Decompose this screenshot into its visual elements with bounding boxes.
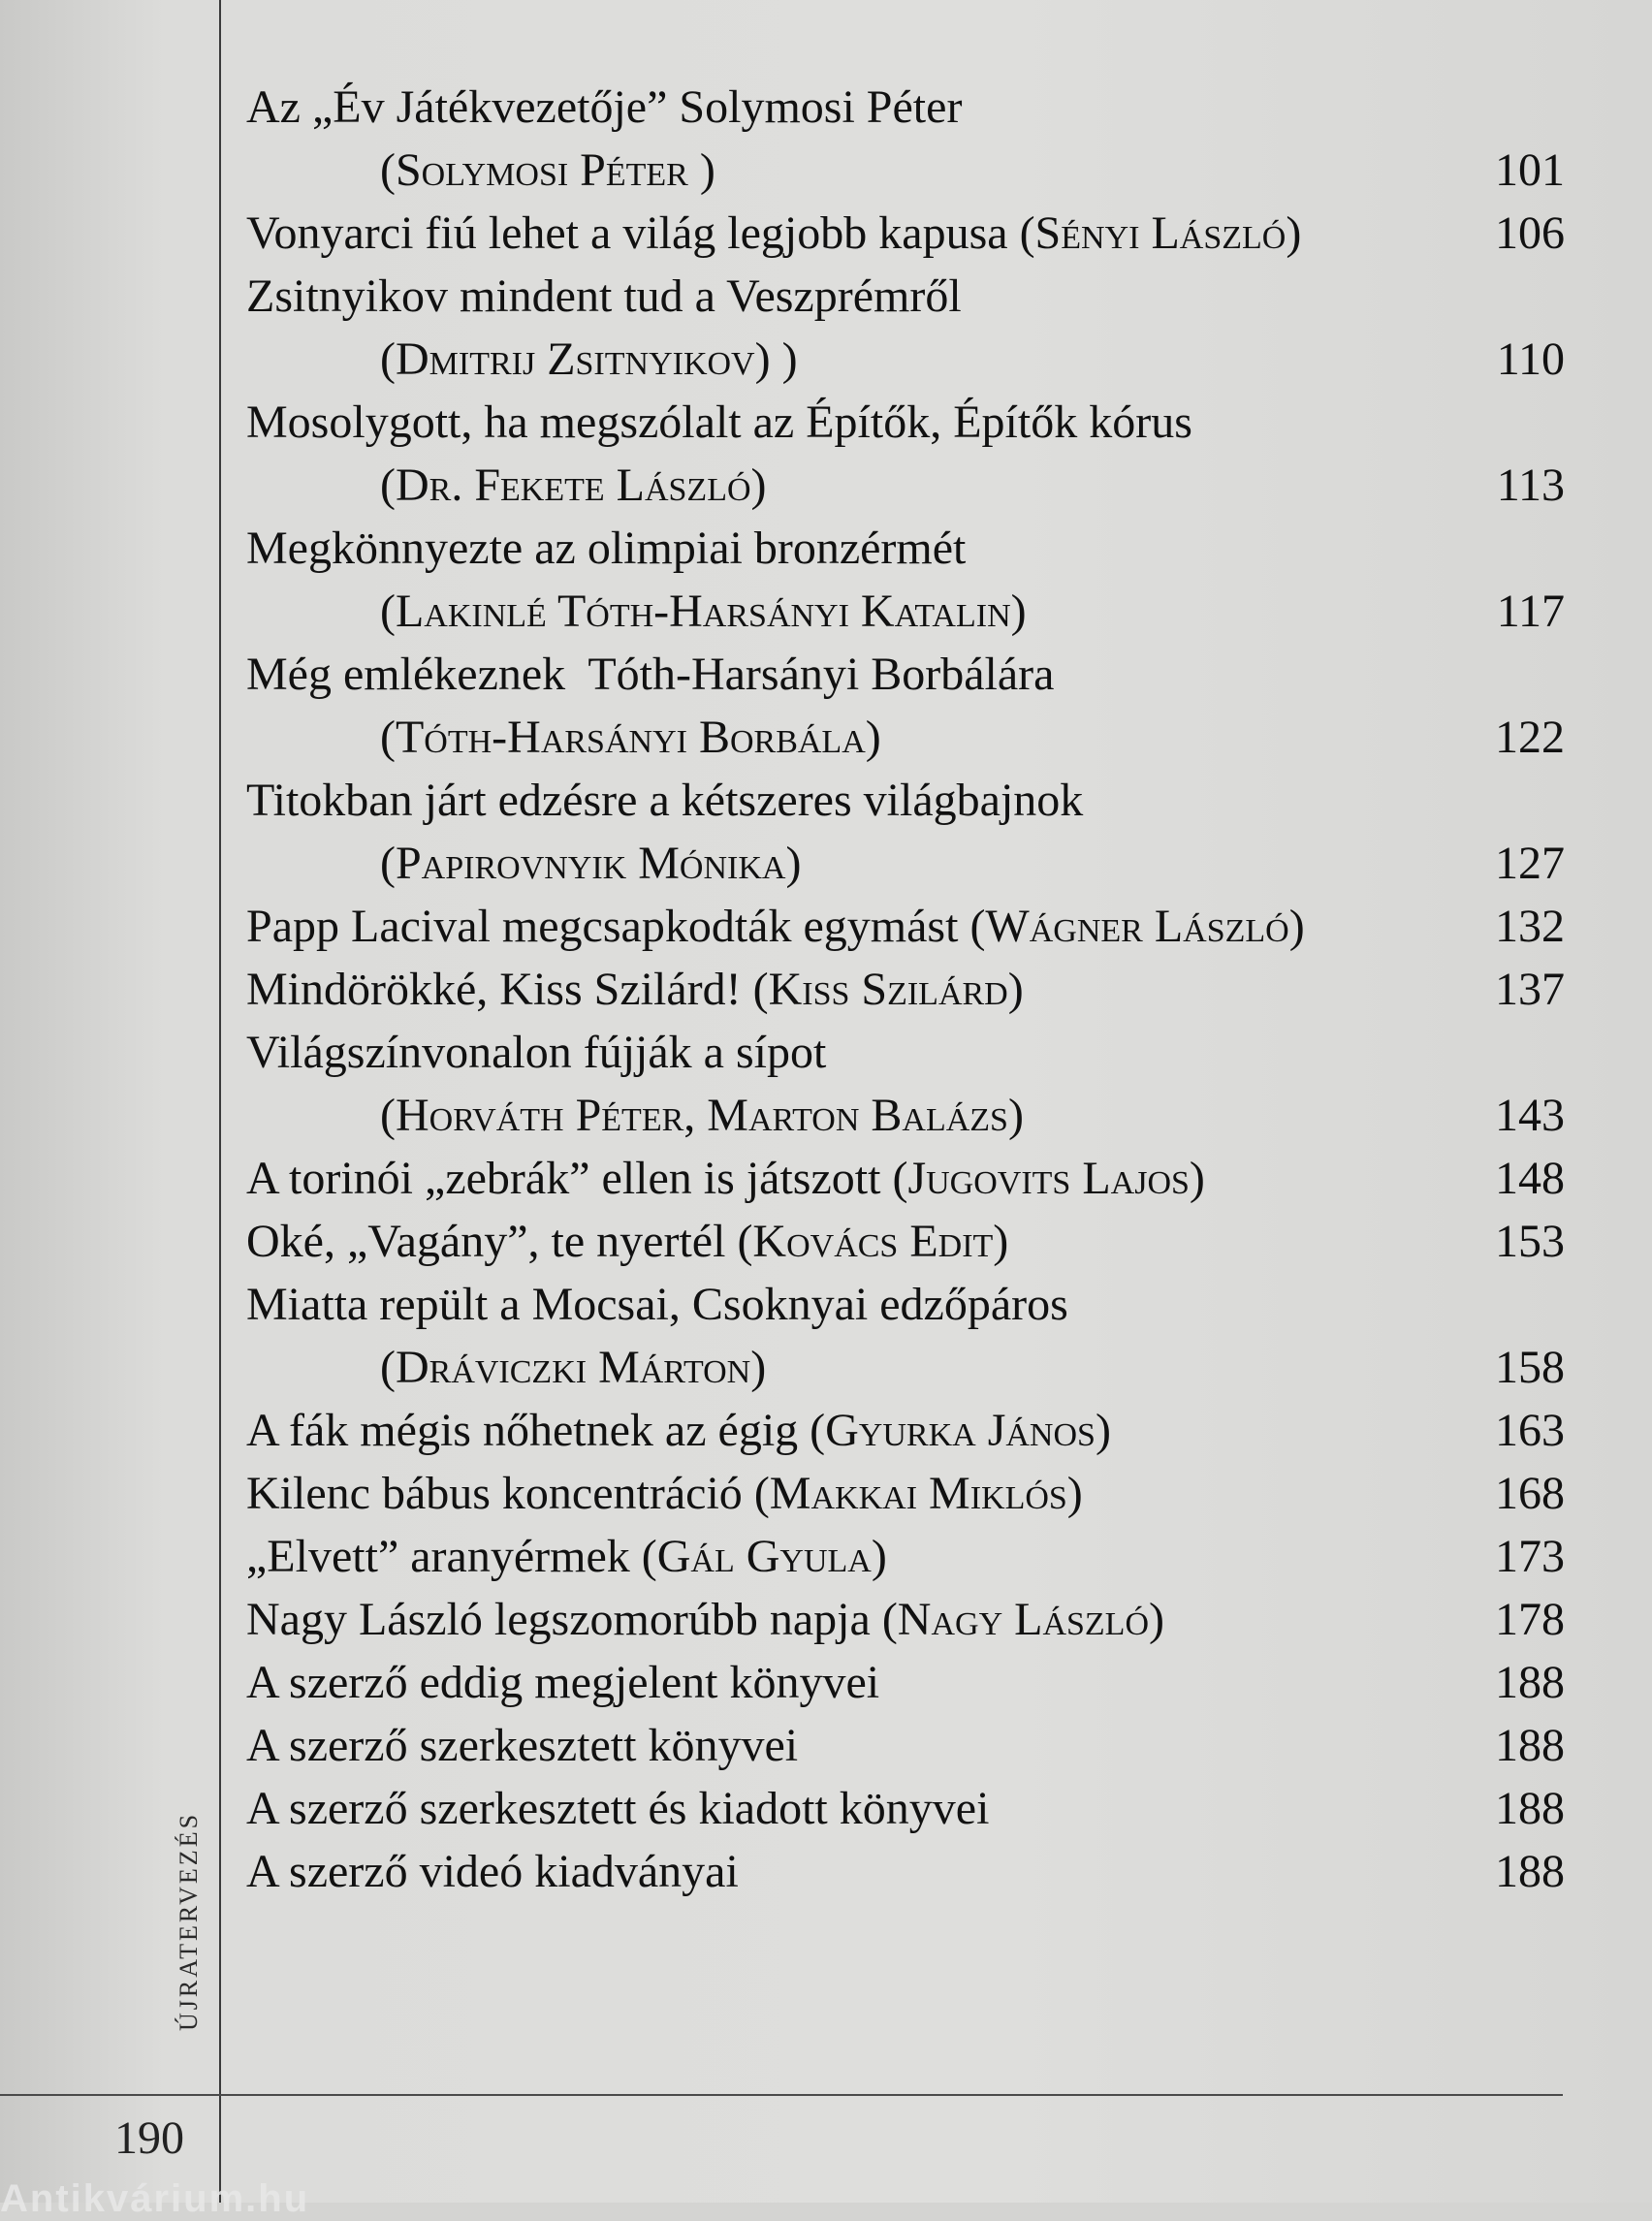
toc-entry-title: Kilenc bábus koncentráció <box>246 1468 743 1519</box>
toc-entry-title: Az „Év Játékvezetője” Solymosi Péter <box>246 81 963 133</box>
toc-entry-author: (Dr. Fekete László) <box>380 460 767 511</box>
toc-entry <box>246 1399 1565 1462</box>
toc-entry-title: Titokban járt edzésre a kétszeres világbajnok <box>246 775 1084 826</box>
toc-entry-author: (Kiss Szilárd) <box>752 964 1024 1015</box>
toc-entry <box>246 76 1565 202</box>
toc-entry <box>246 1147 1565 1210</box>
toc-entry-page: 173 <box>1495 1531 1565 1582</box>
toc-entry-page: 188 <box>1495 1720 1565 1771</box>
toc-entry-author: (Gál Gyula) <box>641 1531 887 1582</box>
toc-entry-title: Vonyarci fiú lehet a világ legjobb kapusa <box>246 207 1008 259</box>
toc-entry-title: Oké, „Vagány”, te nyertél <box>246 1216 726 1267</box>
toc-entry <box>246 1777 1565 1840</box>
toc-entry-page: 153 <box>1495 1216 1565 1267</box>
toc-entry-title: Miatta repült a Mocsai, Csoknyai edzőpáros <box>246 1279 1068 1330</box>
toc-entry-title: Még emlékeznek Tóth-Harsányi Borbálára <box>246 649 1055 700</box>
toc-entry <box>246 517 1565 643</box>
toc-entry-page: 168 <box>1495 1468 1565 1519</box>
running-section-label: ÚJRATERVEZÉS <box>175 1811 203 2031</box>
toc-entry <box>246 1462 1565 1525</box>
toc-entry-page: 101 <box>1495 144 1565 196</box>
toc-entry-page: 106 <box>1495 207 1565 259</box>
toc-entry <box>246 769 1565 895</box>
toc-entry-page: 132 <box>1495 901 1565 952</box>
toc-entry <box>246 391 1565 517</box>
toc-entry <box>246 895 1565 958</box>
toc-entry-page: 188 <box>1495 1846 1565 1897</box>
toc-entry-title: A torinói „zebrák” ellen is játszott <box>246 1153 881 1204</box>
toc-entry <box>246 1021 1565 1147</box>
toc-entry-title: A szerző szerkesztett és kiadott könyvei <box>246 1783 990 1834</box>
toc-entry-title: Mindörökké, Kiss Szilárd! <box>246 964 742 1015</box>
toc-entry-title: Nagy László legszomorúbb napja <box>246 1594 871 1645</box>
toc-entry-page: 188 <box>1495 1657 1565 1708</box>
page-number: 190 <box>114 2112 184 2164</box>
toc-entry-title: Megkönnyezte az olimpiai bronzérmét <box>246 523 967 574</box>
toc-entry-author: (Gyurka János) <box>810 1405 1111 1456</box>
toc-entry-author: (Wágner László) <box>969 901 1305 952</box>
toc-entry-title: A szerző eddig megjelent könyvei <box>246 1657 880 1708</box>
toc-entry <box>246 958 1565 1021</box>
toc-entry <box>246 1588 1565 1651</box>
table-of-contents <box>246 76 1565 1903</box>
toc-entry <box>246 202 1565 265</box>
watermark-text: Antikvárium.hu <box>0 2177 310 2220</box>
toc-entry-page: 117 <box>1496 586 1565 637</box>
toc-entry-author: (Dmitrij Zsitnyikov) ) <box>380 333 798 385</box>
toc-entry-page: 158 <box>1495 1342 1565 1393</box>
toc-entry-page: 113 <box>1496 460 1565 511</box>
toc-entry <box>246 1651 1565 1714</box>
toc-entry <box>246 1273 1565 1399</box>
toc-entry-author: (Horváth Péter, Marton Balázs) <box>380 1090 1024 1141</box>
toc-entry-title: Mosolygott, ha megszólalt az Építők, Építők kórus <box>246 397 1192 448</box>
toc-entry-page: 148 <box>1495 1153 1565 1204</box>
toc-entry-page: 163 <box>1495 1405 1565 1456</box>
toc-entry <box>246 643 1565 769</box>
toc-entry-author: (Tóth-Harsányi Borbála) <box>380 712 881 763</box>
toc-entry-author: (Papirovnyik Mónika) <box>380 838 802 889</box>
toc-entry <box>246 1714 1565 1777</box>
toc-entry-author: (Jugovits Lajos) <box>892 1153 1205 1204</box>
toc-entry-title: Zsitnyikov mindent tud a Veszprémről <box>246 270 962 322</box>
toc-entry-page: 188 <box>1495 1783 1565 1834</box>
toc-entry-title: A szerző videó kiadványai <box>246 1846 739 1897</box>
toc-entry-author: (Sényi László) <box>1019 207 1302 259</box>
footer-rule <box>0 2094 1563 2096</box>
toc-entry-title: A fák mégis nőhetnek az égig <box>246 1405 799 1456</box>
toc-entry <box>246 1210 1565 1273</box>
toc-entry-page: 143 <box>1495 1090 1565 1141</box>
vertical-margin-rule <box>219 0 221 2203</box>
toc-entry-page: 110 <box>1496 333 1565 385</box>
toc-entry-author: (Makkai Miklós) <box>753 1468 1083 1519</box>
toc-entry <box>246 1525 1565 1588</box>
toc-entry-page: 122 <box>1495 712 1565 763</box>
toc-entry-page: 127 <box>1495 838 1565 889</box>
toc-entry-author: (Solymosi Péter ) <box>380 144 715 196</box>
toc-entry-title: Papp Lacival megcsapkodták egymást <box>246 901 959 952</box>
toc-entry-page: 178 <box>1495 1594 1565 1645</box>
toc-entry <box>246 1840 1565 1903</box>
toc-entry-author: (Lakinlé Tóth-Harsányi Katalin) <box>380 586 1027 637</box>
toc-entry-title: „Elvett” aranyérmek <box>246 1531 630 1582</box>
toc-entry-page: 137 <box>1495 964 1565 1015</box>
toc-entry-author: (Dráviczki Márton) <box>380 1342 767 1393</box>
toc-entry-title: A szerző szerkesztett könyvei <box>246 1720 799 1771</box>
toc-entry-author: (Kovács Edit) <box>737 1216 1009 1267</box>
toc-entry-author: (Nagy László) <box>881 1594 1164 1645</box>
toc-entry-title: Világszínvonalon fújják a sípot <box>246 1027 827 1078</box>
toc-entry <box>246 265 1565 391</box>
